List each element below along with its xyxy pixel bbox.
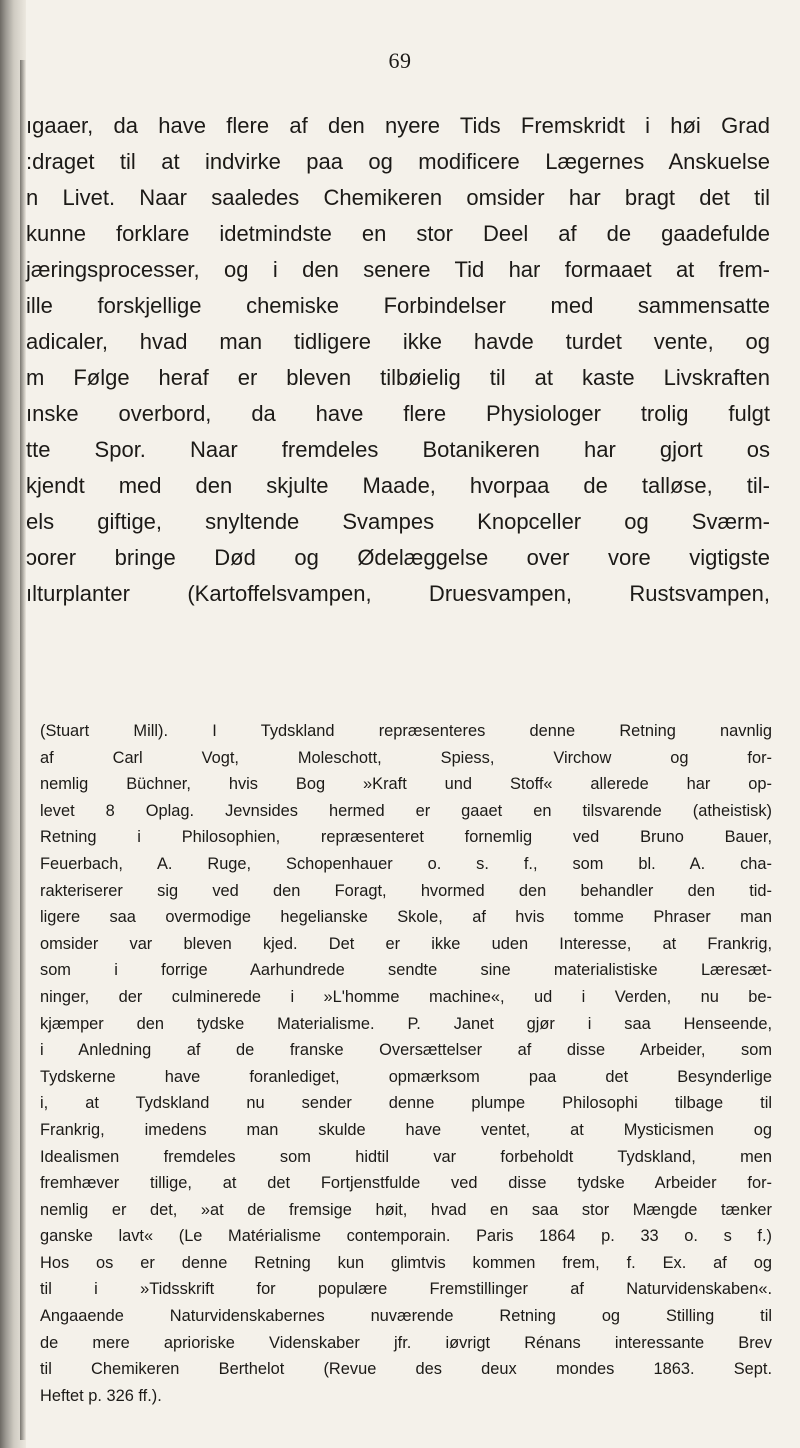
footnote-line: Tydskerne have foranlediget, opmærksom paa det Besynderlige bbox=[40, 1067, 772, 1086]
text-line: ınske overbord, da have flere Physiologer trolig fulgt bbox=[26, 401, 770, 426]
page-number: 69 bbox=[388, 48, 412, 73]
footnote-line: Angaaende Naturvidenskabernes nuværende Retning og Stilling til bbox=[40, 1307, 772, 1326]
text-line: tte Spor. Naar fremdeles Botanikeren har gjort os bbox=[26, 437, 770, 462]
footnote-line: Frankrig, imedens man skulde have ventet, at Mysticismen og bbox=[40, 1120, 772, 1139]
footnote-line: nemlig Büchner, hvis Bog »Kraft und Stoff« allerede har op- bbox=[40, 775, 772, 794]
text-line: ılturplanter (Kartoffelsvampen, Druesvampen, Rustsvampen, bbox=[26, 581, 770, 606]
footnote-line: i Anledning af de franske Oversættelser af disse Arbeider, som bbox=[40, 1041, 772, 1060]
footnote-line: ganske lavt« (Le Matérialisme contemporain. Paris 1864 p. 33 o. s f.) bbox=[40, 1227, 772, 1246]
footnote-line: fremhæver tillige, at det Fortjenstfulde ved disse tydske Arbeider for- bbox=[40, 1174, 772, 1193]
footnote-line: (Stuart Mill). I Tydskland repræsenteres denne Retning navnlig bbox=[40, 722, 772, 740]
footnote-line: omsider var bleven kjed. Det er ikke uden Interesse, at Frankrig, bbox=[40, 934, 772, 953]
text-line: ɔorer bringe Død og Ødelæggelse over vore vigtigste bbox=[26, 545, 770, 570]
footnote-line: til Chemikeren Berthelot (Revue des deux mondes 1863. Sept. bbox=[40, 1360, 772, 1379]
text-line: kunne forklare idetmindste en stor Deel af de gaadefulde bbox=[26, 221, 770, 246]
footnote-line: kjæmper den tydske Materialisme. P. Janet gjør i saa Henseende, bbox=[40, 1014, 772, 1033]
text-line: :draget til at indvirke paa og modificere Lægernes Anskuelse bbox=[26, 149, 770, 174]
footnote-line: Heftet p. 326 ff.). bbox=[40, 1386, 162, 1405]
footnote-line: af Carl Vogt, Moleschott, Spiess, Virchow og for- bbox=[40, 748, 772, 767]
footnote bbox=[40, 718, 772, 1409]
text-line: ıgaaer, da have flere af den nyere Tids Fremskridt i høi Grad bbox=[26, 113, 770, 138]
text-line: m Følge heraf er bleven tilbøielig til at kaste Livskraften bbox=[26, 365, 770, 390]
footnote-line: nemlig er det, »at de fremsige høit, hvad en saa stor Mængde tænker bbox=[40, 1200, 772, 1219]
text-line: jæringsprocesser, og i den senere Tid har formaaet at frem- bbox=[26, 257, 770, 282]
main-text bbox=[26, 108, 770, 612]
text-line: ille forskjellige chemiske Forbindelser med sammensatte bbox=[26, 293, 770, 318]
footnote-line: rakteriserer sig ved den Foragt, hvormed den behandler den tid- bbox=[40, 881, 772, 900]
footnote-line: Retning i Philosophien, repræsenteret fornemlig ved Bruno Bauer, bbox=[40, 828, 772, 847]
text-line: els giftige, snyltende Svampes Knopceller og Sværm- bbox=[26, 509, 770, 534]
footnote-line: Hos os er denne Retning kun glimtvis kommen frem, f. Ex. af og bbox=[40, 1253, 772, 1272]
text-line: n Livet. Naar saaledes Chemikeren omsider har bragt det til bbox=[26, 185, 770, 210]
footnote-line: ninger, der culminerede i »L'homme machine«, ud i Verden, nu be- bbox=[40, 987, 772, 1006]
text-line: kjendt med den skjulte Maade, hvorpaa de talløse, til- bbox=[26, 473, 770, 498]
footnote-line: som i forrige Aarhundrede sendte sine materialistiske Læresæt- bbox=[40, 961, 772, 980]
footnote-line: ligere saa overmodige hegelianske Skole, af hvis tomme Phraser man bbox=[40, 908, 772, 927]
footnote-line: Idealismen fremdeles som hidtil var forbeholdt Tydskland, men bbox=[40, 1147, 772, 1166]
footnote-line: Feuerbach, A. Ruge, Schopenhauer o. s. f., som bl. A. cha- bbox=[40, 854, 772, 873]
footnote-line: levet 8 Oplag. Jevnsides hermed er gaaet en tilsvarende (atheistisk) bbox=[40, 801, 772, 820]
footnote-line: i, at Tydskland nu sender denne plumpe Philosophi tilbage til bbox=[40, 1094, 772, 1113]
footnote-line: til i »Tidsskrift for populære Fremstillinger af Naturvidenskaben«. bbox=[40, 1280, 772, 1299]
text-line: adicaler, hvad man tidligere ikke havde turdet vente, og bbox=[26, 329, 770, 354]
footnote-line: de mere aprioriske Videnskaber jfr. iøvrigt Rénans interessante Brev bbox=[40, 1333, 772, 1352]
